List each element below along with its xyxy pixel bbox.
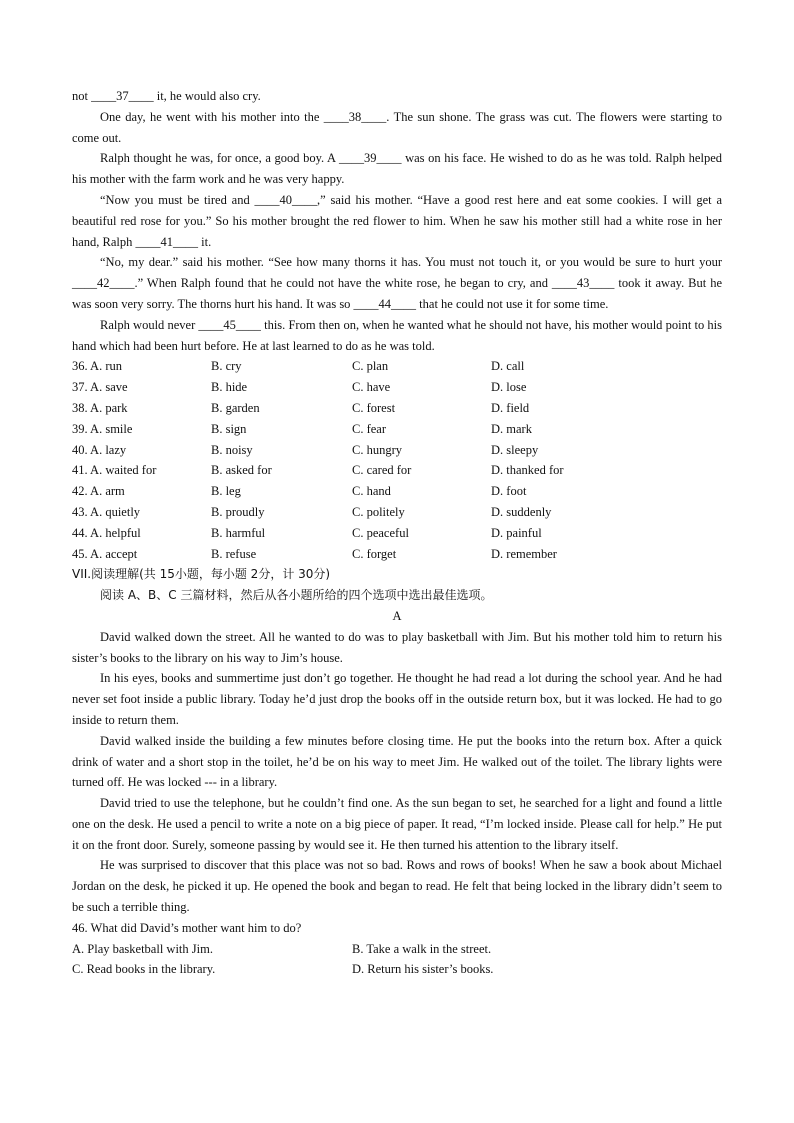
option-a: 40. A. lazy — [72, 442, 127, 457]
cloze-paragraph: “No, my dear.” said his mother. “See how many thorns it has. You must not touch it, or you would be sure to hurt your ____42____.” When Ralph found that he could not have the white rose, he began to cry, and ____43____ took it away. But he was soon very sorry. The thorns hurt his hand. It was so ____44____ that he could not use it for some time. — [72, 255, 722, 311]
section-title: VII.阅读理解(共 15小题，每小题 2分，计 30分) — [72, 567, 331, 582]
option-row — [72, 544, 722, 565]
option-row — [72, 523, 722, 544]
cloze-paragraph: One day, he went with his mother into the ____38____. The sun shone. The grass was cut. The flowers were starting to come out. — [72, 109, 722, 145]
option-row — [72, 460, 722, 481]
option-a: 36. A. run — [72, 359, 122, 374]
option-row — [72, 419, 722, 440]
passage-paragraph: He was surprised to discover that this place was not so bad. Rows and rows of books! When he saw a book about Michael Jordan on the desk, he picked it up. He opened the book and began to read. He felt that being locked in the library didn’t seem to be such a terrible thing. — [72, 858, 722, 915]
question-options-row — [72, 939, 722, 960]
option-d: D. remember — [491, 546, 557, 561]
option-c: C. peaceful — [352, 525, 409, 540]
option-row — [72, 377, 722, 398]
option-b: B. harmful — [211, 525, 266, 540]
option-d: D. mark — [491, 421, 532, 436]
passage-paragraph: In his eyes, books and summertime just don’t go together. He thought he had read a lot during the school year. And he had never set foot inside a public library. Today he’d just drop the books off in the outside return box, but it was locked. He had to go inside to return them. — [72, 671, 722, 727]
option-b: B. hide — [211, 380, 248, 395]
option-d: D. call — [491, 359, 525, 374]
question-stem: 46. What did David’s mother want him to do? — [72, 920, 302, 935]
cloze-paragraph: Ralph would never ____45____ this. From then on, when he wanted what he should not have, his mother would point to his hand which had been hurt before. He at last learned to do as he was told. — [72, 317, 722, 353]
option-c: C. forget — [352, 546, 397, 561]
passage-label: A — [392, 608, 402, 623]
question-option-a: A. Play basketball with Jim. — [72, 941, 213, 956]
option-b: B. sign — [211, 421, 247, 436]
option-a: 39. A. smile — [72, 421, 133, 436]
option-a: 43. A. quietly — [72, 504, 141, 519]
option-b: B. leg — [211, 484, 241, 499]
option-d: D. foot — [491, 484, 527, 499]
cloze-line-continuation: not ____37____ it, he would also cry. — [72, 89, 261, 103]
option-a: 37. A. save — [72, 380, 128, 395]
option-b: B. asked for — [211, 463, 272, 478]
cloze-paragraph: “Now you must be tired and ____40____,” said his mother. “Have a good rest here and eat some cookies. I will get a beautiful red rose for you.” So his mother brought the red flower to him. When he saw his mother still had a white rose in her hand, Ralph ____41____ it. — [72, 192, 722, 249]
question-options-row — [72, 959, 722, 980]
option-d: D. thanked for — [491, 463, 564, 478]
section-instruction: 阅读 A、B、C 三篇材料，然后从各小题所给的四个选项中选出最佳选项。 — [100, 588, 493, 603]
option-d: D. suddenly — [491, 504, 552, 519]
option-b: B. garden — [211, 400, 260, 415]
option-d: D. sleepy — [491, 442, 539, 457]
passage-paragraph: David walked inside the building a few minutes before closing time. He put the books into the return box. After a quick drink of water and a short stop in the toilet, he’d be on his way to meet Jim. He walked out of the toilet. The library lights were turned off. He was locked --- in a library. — [72, 733, 722, 790]
option-c: C. fear — [352, 421, 387, 436]
option-c: C. plan — [352, 359, 389, 374]
option-a: 45. A. accept — [72, 546, 138, 561]
exam-page — [72, 86, 722, 980]
option-c: C. politely — [352, 504, 405, 519]
option-a: 38. A. park — [72, 400, 128, 415]
option-c: C. hungry — [352, 442, 402, 457]
option-b: B. proudly — [211, 504, 265, 519]
option-c: C. have — [352, 380, 391, 395]
option-row — [72, 440, 722, 461]
passage-paragraph: David walked down the street. All he wanted to do was to play basketball with Jim. But his mother told him to return his sister’s books to the library on his way to Jim’s house. — [72, 629, 722, 665]
option-d: D. field — [491, 400, 530, 415]
option-b: B. noisy — [211, 442, 253, 457]
option-d: D. painful — [491, 525, 542, 540]
question-option-c: C. Read books in the library. — [72, 962, 216, 977]
option-a: 42. A. arm — [72, 484, 125, 499]
cloze-options — [72, 356, 722, 564]
option-c: C. hand — [352, 484, 391, 499]
question-option-b: B. Take a walk in the street. — [352, 941, 492, 956]
option-b: B. refuse — [211, 546, 257, 561]
option-row — [72, 356, 722, 377]
option-row — [72, 398, 722, 419]
option-row — [72, 502, 722, 523]
option-a: 41. A. waited for — [72, 463, 157, 478]
option-b: B. cry — [211, 359, 242, 374]
option-d: D. lose — [491, 380, 527, 395]
option-c: C. forest — [352, 400, 396, 415]
passage-paragraph: David tried to use the telephone, but he couldn’t find one. As the sun began to set, he searched for a light and found a little one on the desk. He used a pencil to write a note on a big piece of paper. It read, “I’m locked inside. Please call for help.” He put it on the front door. Surely, someone passing by would see it. He then turned his attention to the library itself. — [72, 796, 722, 852]
option-a: 44. A. helpful — [72, 525, 141, 540]
question-option-d: D. Return his sister’s books. — [352, 962, 494, 977]
option-row — [72, 481, 722, 502]
option-c: C. cared for — [352, 463, 412, 478]
cloze-paragraph: Ralph thought he was, for once, a good boy. A ____39____ was on his face. He wished to do as he was told. Ralph helped his mother with the farm work and he was very happy. — [72, 151, 722, 187]
